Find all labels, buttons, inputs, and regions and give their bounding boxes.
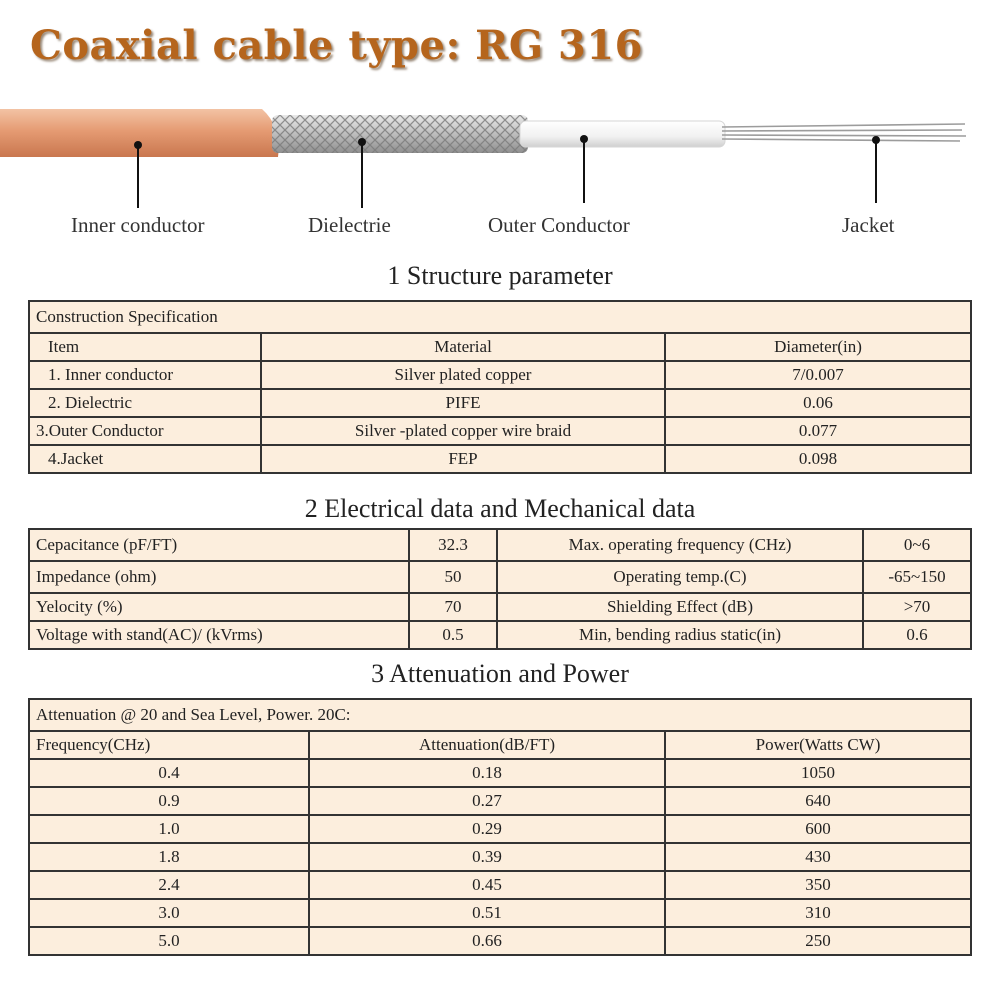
label-outer-conductor: Outer Conductor <box>488 213 630 237</box>
table-row <box>29 621 971 649</box>
table-row <box>29 899 971 927</box>
table-cell: 0.45 <box>309 871 665 899</box>
table-cell: 0.29 <box>309 815 665 843</box>
table-cell: 640 <box>665 787 971 815</box>
table-row <box>29 759 971 787</box>
table-cell: Yelocity (%) <box>29 593 409 621</box>
table-row <box>29 389 971 417</box>
section-2-heading: 2 Electrical data and Mechanical data <box>304 494 696 523</box>
table-cell: -65~150 <box>863 561 971 593</box>
table-cell: 0.06 <box>665 389 971 417</box>
table-row <box>29 815 971 843</box>
label-dielectric: Dielectrie <box>308 213 391 237</box>
table-cell: 600 <box>665 815 971 843</box>
table-cell: 0.5 <box>409 621 497 649</box>
table-cell: 0.077 <box>665 417 971 445</box>
table-caption: Construction Specification <box>29 301 971 333</box>
table-cell: FEP <box>261 445 665 473</box>
page-title: Coaxial cable type: RG 316 <box>30 22 643 69</box>
table-caption: Attenuation @ 20 and Sea Level, Power. 20C: <box>29 699 971 731</box>
column-header: Item <box>29 333 261 361</box>
column-header: Diameter(in) <box>665 333 971 361</box>
table-cell: 3.Outer Conductor <box>29 417 261 445</box>
table-header-row <box>29 731 971 759</box>
table-cell: 70 <box>409 593 497 621</box>
cable-jacket <box>0 109 279 157</box>
table-cell: 1050 <box>665 759 971 787</box>
table-cell: 310 <box>665 899 971 927</box>
cable-illustration <box>0 95 1000 225</box>
table-row <box>29 561 971 593</box>
table-cell: PIFE <box>261 389 665 417</box>
cable-dielectric <box>520 121 725 147</box>
table-cell: 1.8 <box>29 843 309 871</box>
table-row <box>29 361 971 389</box>
attenuation-table <box>28 698 972 956</box>
table-caption-row <box>29 301 971 333</box>
table-cell: 1.0 <box>29 815 309 843</box>
table-cell: 2.4 <box>29 871 309 899</box>
table-cell: 430 <box>665 843 971 871</box>
table-cell: 0~6 <box>863 529 971 561</box>
table-cell: >70 <box>863 593 971 621</box>
label-inner-conductor: Inner conductor <box>71 213 205 237</box>
label-jacket: Jacket <box>842 213 895 237</box>
table-cell: Impedance (ohm) <box>29 561 409 593</box>
table-row <box>29 593 971 621</box>
table-caption-row <box>29 699 971 731</box>
table-row <box>29 843 971 871</box>
table-cell: Silver plated copper <box>261 361 665 389</box>
column-header: Material <box>261 333 665 361</box>
table-cell: 350 <box>665 871 971 899</box>
table-cell: Silver -plated copper wire braid <box>261 417 665 445</box>
structure-table <box>28 300 972 474</box>
table-cell: 0.18 <box>309 759 665 787</box>
table-cell: Min, bending radius static(in) <box>497 621 863 649</box>
electrical-table <box>28 528 972 650</box>
table-cell: 3.0 <box>29 899 309 927</box>
table-row <box>29 529 971 561</box>
table-row <box>29 871 971 899</box>
table-row <box>29 927 971 955</box>
table-cell: Operating temp.(C) <box>497 561 863 593</box>
table-cell: 5.0 <box>29 927 309 955</box>
table-row <box>29 417 971 445</box>
table-cell: 4.Jacket <box>29 445 261 473</box>
table-cell: 0.51 <box>309 899 665 927</box>
table-cell: 50 <box>409 561 497 593</box>
table-cell: 0.6 <box>863 621 971 649</box>
table-cell: 250 <box>665 927 971 955</box>
table-cell: Max. operating frequency (CHz) <box>497 529 863 561</box>
table-cell: 7/0.007 <box>665 361 971 389</box>
table-cell: 32.3 <box>409 529 497 561</box>
table-header-row <box>29 333 971 361</box>
table-cell: 0.9 <box>29 787 309 815</box>
column-header: Attenuation(dB/FT) <box>309 731 665 759</box>
table-cell: Cepacitance (pF/FT) <box>29 529 409 561</box>
table-row <box>29 787 971 815</box>
table-cell: Shielding Effect (dB) <box>497 593 863 621</box>
table-cell: 0.27 <box>309 787 665 815</box>
column-header: Power(Watts CW) <box>665 731 971 759</box>
table-cell: 0.66 <box>309 927 665 955</box>
table-cell: 1. Inner conductor <box>29 361 261 389</box>
column-header: Frequency(CHz) <box>29 731 309 759</box>
table-cell: 0.098 <box>665 445 971 473</box>
section-3-heading: 3 Attenuation and Power <box>371 659 629 688</box>
table-row <box>29 445 971 473</box>
table-cell: Voltage with stand(AC)/ (kVrms) <box>29 621 409 649</box>
cable-inner-conductor <box>722 124 966 141</box>
table-cell: 2. Dielectric <box>29 389 261 417</box>
table-cell: 0.39 <box>309 843 665 871</box>
section-1-heading: 1 Structure parameter <box>387 261 613 290</box>
table-cell: 0.4 <box>29 759 309 787</box>
